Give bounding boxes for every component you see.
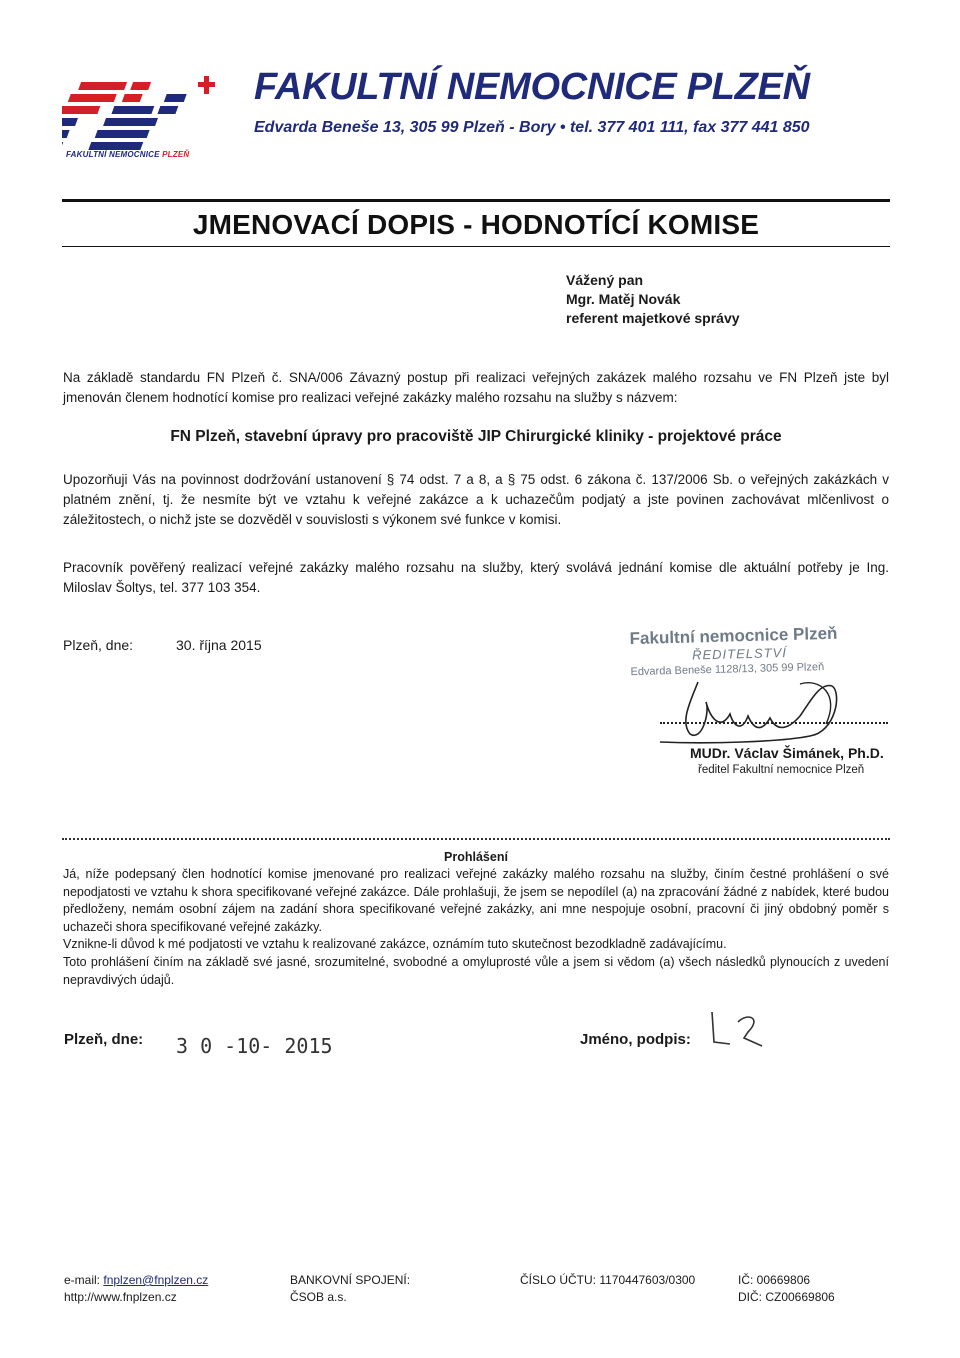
handwritten-date: 3 0 -10- 2015	[176, 1034, 333, 1058]
footer-account: ČÍSLO ÚČTU: 1170447603/0300	[520, 1273, 696, 1287]
body-paragraph-3: Pracovník pověřený realizací veřejné zakázky malého rozsahu na služby, který svolává jednání komise dle aktuální potřeby je Ing. Miloslav Šoltys, tel. 377 103 354.	[63, 560, 889, 595]
logo-caption: FAKULTNÍ NEMOCNICE PLZEŇ	[66, 150, 190, 159]
declaration-paragraph-1: Já, níže podepsaný člen hodnotící komise jmenované pro realizaci veřejné zakázky malého rozsahu na služby, činím čestné prohlášení o své nepodjatosti ve vztahu k shora specifikované veřejné zakázce. Dále prohlašuji, že jsem se nepodílel (a) na zpracování žádné z nabídek, které budou předloženy, nemám osobní zájem na zadání shora specifikované veřejné zakázky, ani mne nespojuje osobní, pracovní či jiný obdobný poměr s uchazeči shora specifikované veřejné zakázky.	[63, 867, 889, 934]
title-divider	[62, 246, 890, 247]
stamp-line-2: ŘEDITELSTVÍ	[691, 645, 788, 663]
dateline-label: Plzeň, dne:	[63, 637, 134, 653]
declaration-title: Prohlášení	[444, 850, 508, 864]
footer-ic: IČ: 00669806	[738, 1273, 811, 1287]
addressee-salutation: Vážený pan	[566, 272, 644, 288]
header-divider	[62, 199, 890, 202]
stamp-line-3: Edvarda Beneše 1128/13, 305 99 Plzeň	[630, 661, 825, 679]
contract-subject: FN Plzeň, stavební úpravy pro pracoviště JIP Chirurgické kliniky - projektové práce	[170, 428, 782, 445]
signatory-name: MUDr. Václav Šimánek, Ph.D.	[690, 745, 884, 761]
hospital-address: Edvarda Beneše 13, 305 99 Plzeň - Bory • tel. 377 401 111, fax 377 441 850	[254, 119, 810, 136]
footer-dic: DIČ: CZ00669806	[738, 1290, 835, 1304]
dateline-value: 30. října 2015	[176, 637, 262, 653]
declaration-paragraph-3: Toto prohlášení činím na základě své jasné, srozumitelné, svobodné a omyluprosté vůle a jsem si vědom (a) všech následků plynoucích z uvedení nepravdivých údajů.	[63, 955, 889, 987]
director-signature	[650, 672, 850, 752]
member-signature	[708, 1008, 768, 1048]
addressee-position: referent majetkové správy	[566, 310, 740, 326]
declaration-paragraph-2: Vznikne-li důvod k mé podjatosti ve vztahu k realizované zakázce, oznámím tuto skutečnost bezodkladně zadávajícímu.	[63, 937, 727, 951]
addressee-name: Mgr. Matěj Novák	[566, 291, 681, 307]
addressee-block	[566, 271, 740, 328]
stamp-line-1: Fakultní nemocnice Plzeň	[629, 623, 838, 649]
declaration-separator	[62, 838, 890, 840]
official-stamp	[629, 623, 870, 678]
footer-bank-name: ČSOB a.s.	[290, 1290, 347, 1304]
footer-bank-label: BANKOVNÍ SPOJENÍ:	[290, 1273, 411, 1287]
declaration-date-label: Plzeň, dne:	[64, 1031, 144, 1048]
signature-line	[660, 722, 888, 724]
body-paragraph-1: Na základě standardu FN Plzeň č. SNA/006 Závazný postup při realizaci veřejných zakázek malého rozsahu ve FN Plzeň jste byl jmenován členem hodnotící komise pro realizaci veřejné zakázky malého rozsahu na služby s názvem:	[63, 370, 889, 405]
footer-contact	[64, 1272, 208, 1306]
footer-ids	[738, 1272, 835, 1306]
footer-email-label: e-mail:	[64, 1273, 101, 1287]
footer-email-link[interactable]: fnplzen@fnplzen.cz	[103, 1273, 209, 1287]
body-paragraph-2: Upozorňuji Vás na povinnost dodržování ustanovení § 74 odst. 7 a 8, a § 75 odst. 6 zákona č. 137/2006 Sb. o veřejných zakázkách v platném znění, tj. že nesmíte být ve vztahu k veřejné zakázce a k uchazečům podjatý a jste povinen zachovávat mlčenlivost o záležitostech, o nichž jste se dozvěděl v souvislosti s výkonem své funkce v komisi.	[63, 472, 889, 527]
footer-bank	[290, 1272, 410, 1306]
declaration-sign-label: Jméno, podpis:	[580, 1031, 691, 1048]
signatory-role: ředitel Fakultní nemocnice Plzeň	[698, 764, 865, 776]
footer-web[interactable]: http://www.fnplzen.cz	[64, 1290, 177, 1304]
document-title: JMENOVACÍ DOPIS - HODNOTÍCÍ KOMISE	[192, 209, 760, 240]
hospital-name: FAKULTNÍ NEMOCNICE PLZEŇ	[254, 66, 810, 108]
